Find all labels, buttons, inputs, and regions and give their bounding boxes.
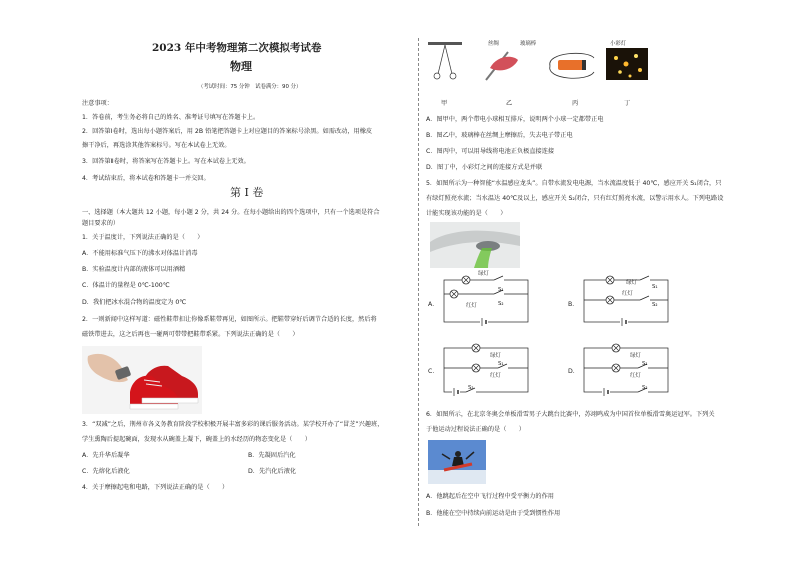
q3-option: A．先升华后凝华 bbox=[82, 452, 130, 459]
q3-option: B．先凝固后汽化 bbox=[248, 452, 296, 459]
q3-option: D．先汽化后液化 bbox=[248, 468, 297, 475]
right-column bbox=[426, 0, 756, 562]
q5-option-b-label: B． bbox=[568, 301, 579, 308]
q5-option-c-label: C． bbox=[428, 368, 439, 375]
magnetic-shoelace-image bbox=[82, 346, 202, 414]
q4-option: C．图丙中，可以用导线将电池正负极直接连接 bbox=[426, 148, 555, 155]
label-s1: S₁ bbox=[498, 361, 504, 367]
section-header: 题目要求的） bbox=[82, 220, 120, 227]
snowboarder-image bbox=[428, 440, 486, 484]
label-red-light: 红灯 bbox=[490, 373, 501, 379]
exam-title: 2023 年中考物理第二次模拟考试卷 bbox=[152, 42, 322, 54]
q5-stem: 计能实现该功能的是（ ） bbox=[426, 210, 507, 217]
q4-stem: 4．关于摩擦起电和电路，下列说法正确的是（ ） bbox=[82, 484, 229, 491]
label-s1: S₁ bbox=[498, 287, 504, 293]
figure-caption: 丁 bbox=[624, 100, 631, 107]
q6-stem: 6．如图所示，在北京冬奥会单板滑雪男子大跳台比赛中，苏翊鸣成为中国首位单板滑雪奥运冠军。下列关 bbox=[426, 411, 715, 418]
left-column bbox=[82, 0, 412, 562]
q6-option: B．他能在空中持续向前运动是由于受到惯性作用 bbox=[426, 510, 561, 517]
q6-stem: 于他运动过程说法正确的是（ ） bbox=[426, 426, 525, 433]
q2-stem: 2．一则新闻中这样写道：磁性鞋带扣让你像系鞋带再见，如图所示。把鞋带穿好后调节合适的长度，然后将 bbox=[82, 316, 377, 323]
label-green-light: 绿灯 bbox=[478, 271, 489, 277]
q1-option: D．我们把冰水混合物的温度定为 0℃ bbox=[82, 299, 187, 306]
note-line: 3．回答第Ⅱ卷时，将答案写在答题卡上。写在本试卷上无效。 bbox=[82, 158, 250, 165]
notes-heading: 注意事项： bbox=[82, 100, 113, 107]
q3-option: C．先熔化后液化 bbox=[82, 468, 130, 475]
q1-stem: 1．关于温度计，下列说法正确的是（ ） bbox=[82, 234, 204, 241]
note-line: 4．考试结束后，将本试卷和答题卡一并交回。 bbox=[82, 175, 210, 182]
figure-caption: 甲 bbox=[441, 100, 448, 107]
label-s1: S₁ bbox=[652, 284, 658, 290]
label-small-lights: 小彩灯 bbox=[610, 41, 627, 47]
q1-option: C．体温计的量程是 0℃-100℃ bbox=[82, 282, 170, 289]
q4-option: A．图甲中，两个带电小球相互排斥，说明两个小球一定都带正电 bbox=[426, 116, 604, 123]
q4-option: B．图乙中，玻璃棒在丝绸上摩擦后，失去电子带正电 bbox=[426, 132, 573, 139]
column-divider bbox=[418, 38, 419, 526]
figure-caption: 丙 bbox=[572, 100, 579, 107]
label-s1: S₁ bbox=[642, 361, 648, 367]
q5-stem: 有绿灯照亮水流；当水温达 40℃及以上，感应开关 S₂闭合，只有红灯照亮水流，以警示用水人。下列电路设 bbox=[426, 195, 724, 202]
q5-option-d-label: D． bbox=[568, 368, 579, 375]
q3-stem: 3．“双减”之后，荆州市各义务教育阶段学校积极开展丰富多彩的课后服务活动。某学校开办了“冒芝”兴趣班， bbox=[82, 421, 384, 428]
q5-option-a-label: A． bbox=[428, 301, 439, 308]
label-green-light: 绿灯 bbox=[490, 353, 501, 359]
label-s2: S₂ bbox=[498, 301, 504, 307]
circuit-c bbox=[440, 340, 536, 396]
exam-info: （考试时间：75 分钟 试卷满分：90 分） bbox=[198, 84, 302, 90]
q5-stem: 5．如图所示为一种智能“水温感应龙头”。自带水流发电电源，当水流温度低于 40℃，感应开关 S₁闭合，只 bbox=[426, 180, 722, 187]
label-s2: S₂ bbox=[642, 385, 648, 391]
note-line: 1．答卷前，考生务必将自己的姓名、准考证号填写在答题卡上。 bbox=[82, 114, 260, 121]
label-s2: S₂ bbox=[652, 302, 658, 308]
label-red-light: 红灯 bbox=[622, 291, 633, 297]
q1-option: B．实验温度计内部的液体可以用酒精 bbox=[82, 266, 186, 273]
label-green-light: 绿灯 bbox=[630, 353, 641, 359]
label-red-light: 红灯 bbox=[466, 303, 477, 309]
q6-option: A．他跳起后在空中飞行过程中受平衡力的作用 bbox=[426, 493, 554, 500]
part-title: 第 Ⅰ 卷 bbox=[230, 186, 264, 199]
note-line: 2．回答第Ⅰ卷时，选出每小题答案后，用 2B 铅笔把答题卡上对应题目的答案标号涂黑。如需改动，用橡皮 bbox=[82, 128, 373, 135]
circuit-d bbox=[580, 340, 676, 396]
q2-stem: 磁铁带进去，这之后再也一碰两可带带把鞋带系紧。下列说法正确的是（ ） bbox=[82, 331, 299, 338]
q3-stem: 学生熏陶后提起碗面，发现水从碗盖上凝下，碗盖上的水经历的物态变化是（ ） bbox=[82, 436, 311, 443]
label-red-light: 红灯 bbox=[630, 373, 641, 379]
circuit-a bbox=[440, 272, 536, 326]
faucet-image bbox=[430, 222, 520, 268]
label-green-light: 绿灯 bbox=[626, 280, 637, 286]
figure-caption: 乙 bbox=[506, 100, 513, 107]
label-silk: 丝绸 bbox=[488, 41, 499, 47]
label-glass-rod: 玻璃棒 bbox=[520, 41, 537, 47]
q4-figures bbox=[426, 38, 666, 100]
q4-option: D．图丁中，小彩灯之间的连接方式是并联 bbox=[426, 164, 543, 171]
subject-title: 物理 bbox=[230, 60, 252, 73]
q1-option: A．不能用标准气压下的沸水对体温计消毒 bbox=[82, 250, 198, 257]
label-s2: S₂ bbox=[468, 385, 474, 391]
section-header: 一、选择题（本大题共 12 小题，每小题 2 分，共 24 分。在每小题给出的四个选项中，只有一个选项是符合 bbox=[82, 209, 380, 216]
note-line: 擦干净后，再选涂其他答案标号。写在本试卷上无效。 bbox=[82, 142, 231, 149]
